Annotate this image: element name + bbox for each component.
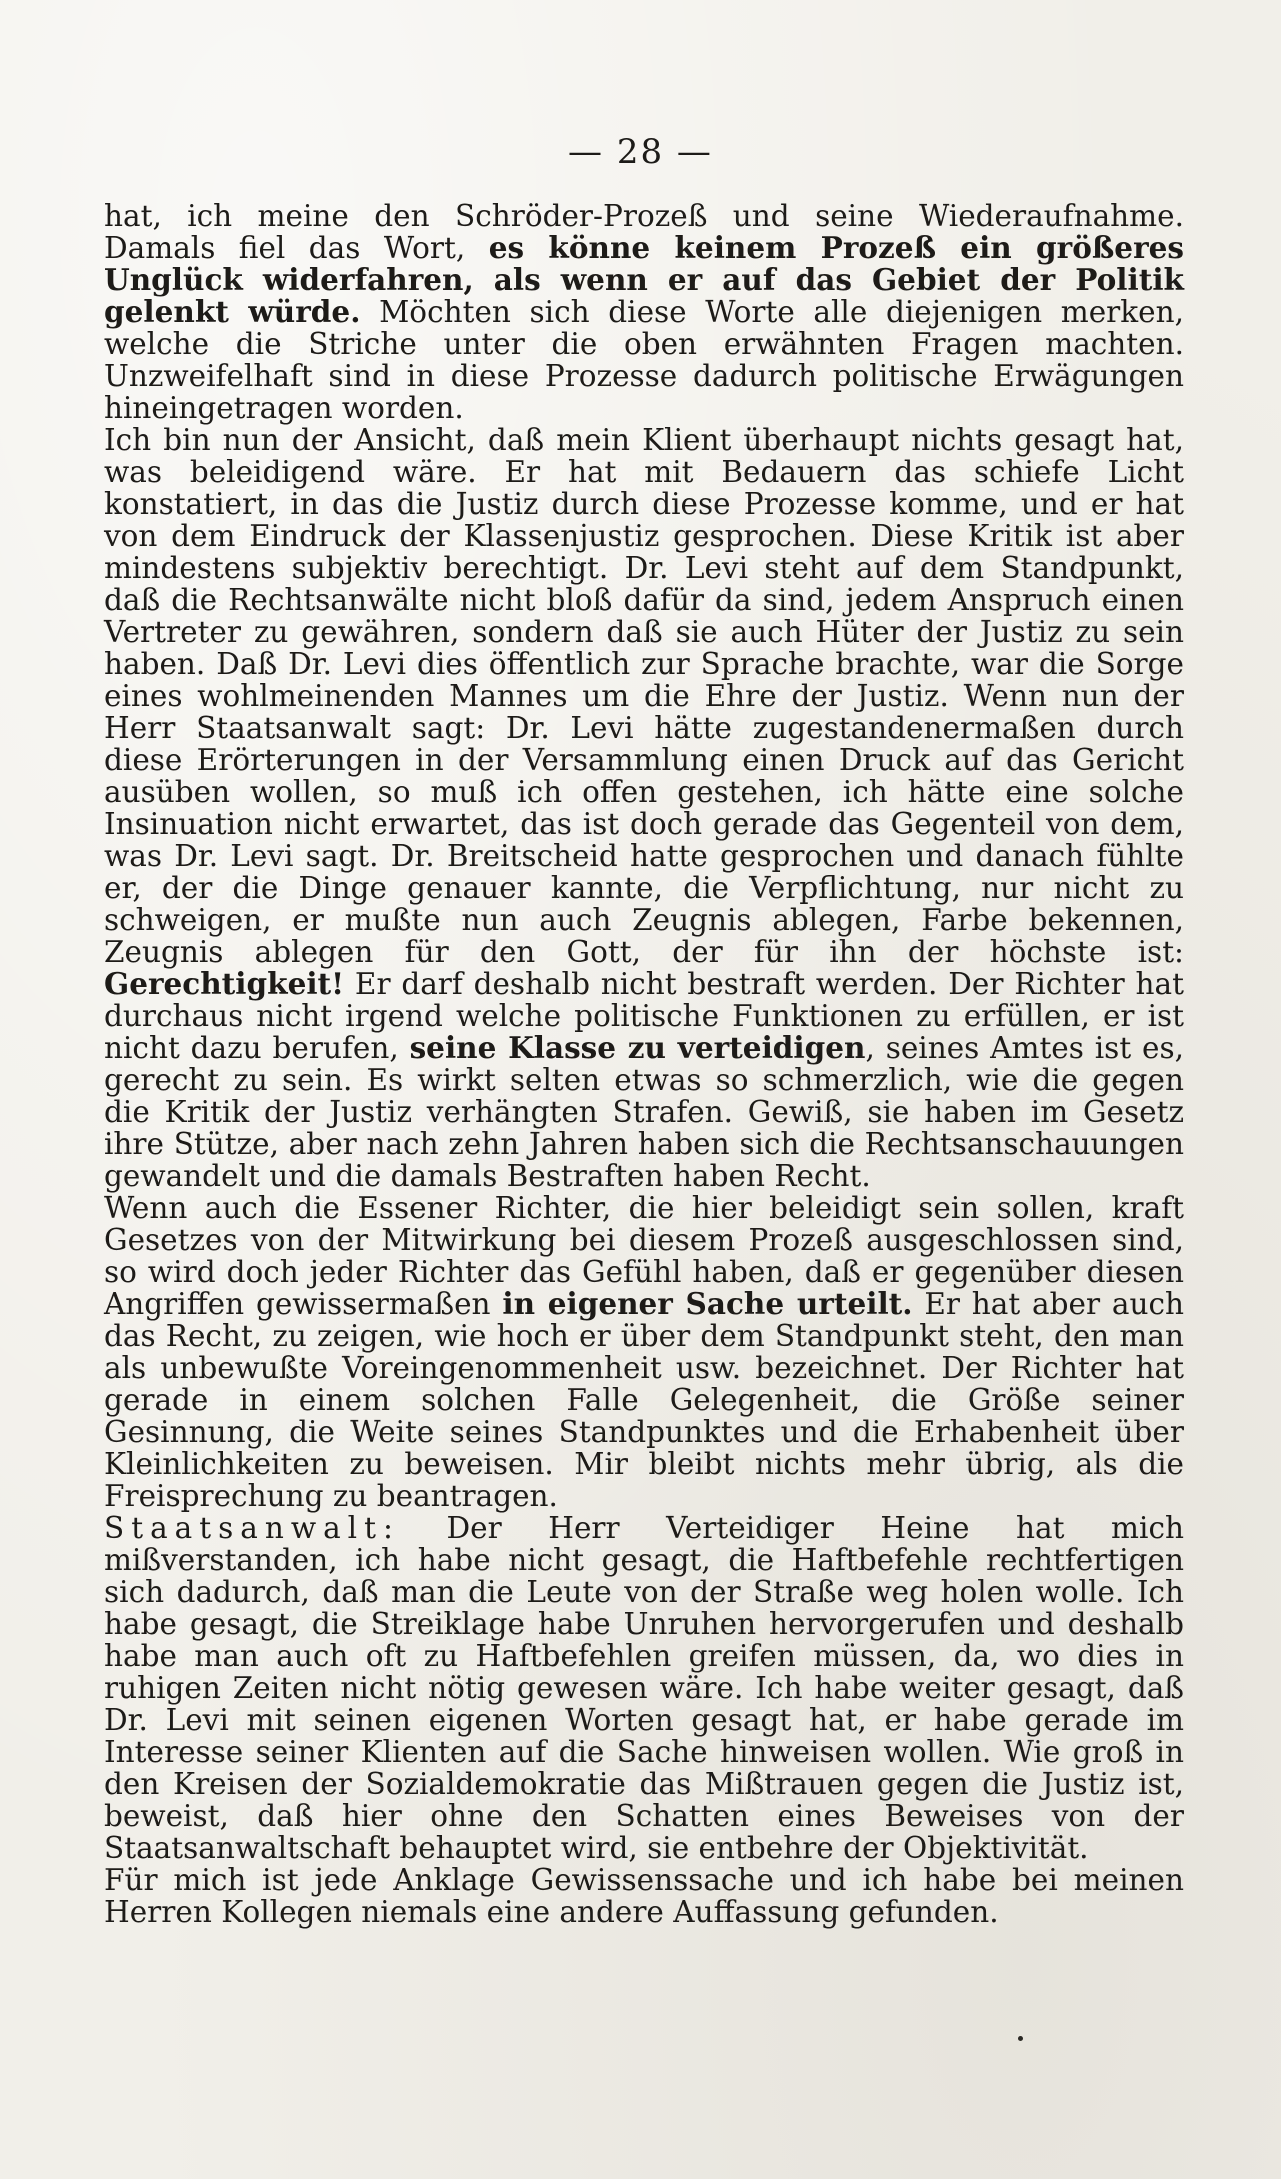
paragraph-3 [104, 1192, 1184, 1512]
paragraph-5-text: Für mich ist jede Anklage Gewissenssache und ich habe bei meinen Herren Kollegen niemals eine andere Auffassung gefunden. [104, 1863, 1184, 1929]
paragraph-1 [104, 200, 1184, 424]
paragraph-1-text-end: Möchten sich diese Worte alle diejenigen merken, welche die Striche unter die oben erwähnten Fragen machten. Unzweifelhaft sind in diese Prozesse dadurch politische Erwägungen hineingetragen worden. [104, 295, 1184, 425]
paragraph-3-text: Wenn auch die Essener Richter, die hier beleidigt sein sollen, kraft Gesetzes von der Mitwirkung bei diesem Prozeß ausgeschlossen sind, so wird doch jeder Richter das Gefühl haben, daß er gegenüber diesen Angriffen gewissermaßen [104, 1191, 1184, 1321]
page-number: — 28 — [568, 132, 713, 172]
paragraph-2-text: Ich bin nun der Ansicht, daß mein Klient überhaupt nichts gesagt hat, was beleidigend wäre. Er hat mit Bedauern das schiefe Licht konstatiert, in das die Justiz durch diese Prozesse komme, und er hat von dem Eindruck der Klassenjustiz gesprochen. Diese Kritik ist aber mindestens subjektiv berechtigt. Dr. Levi steht auf dem Standpunkt, daß die Rechtsanwälte nicht bloß dafür da sind, jedem Anspruch einen Vertreter zu gewähren, sondern daß sie auch Hüter der Justiz zu sein haben. Daß Dr. Levi dies öffentlich zur Sprache brachte, war die Sorge eines wohlmeinenden Mannes um die Ehre der Justiz. Wenn nun der Herr Staatsanwalt sagt: Dr. Levi hätte zugestandenermaßen durch diese Erörterungen in der Versammlung einen Druck auf das Gericht ausüben wollen, so muß ich offen gestehen, ich hätte eine solche Insinuation nicht erwartet, das ist doch gerade das Gegenteil von dem, was Dr. Levi sagt. Dr. Breitscheid hatte gesprochen und danach fühlte er, der die Dinge genauer kannte, die Verpflichtung, nur nicht zu schweigen, er mußte nun auch Zeugnis ablegen, Farbe bekennen, Zeugnis ablegen für den Gott, der für ihn der höchste ist: [104, 423, 1184, 969]
paragraph-2 [104, 424, 1184, 1192]
speaker-label: Staatsanwalt: [104, 1511, 400, 1545]
paragraph-2-emphasis-2: seine Klasse zu verteidigen [409, 1030, 866, 1065]
paragraph-1-text: hat, ich meine den Schröder-Prozeß und seine Wiederaufnahme. Damals fiel das Wort, [104, 199, 1184, 265]
paragraph-4 [104, 1512, 1184, 1864]
paragraph-2-text-end: , seines Amtes ist es, gerecht zu sein. Es wirkt selten etwas so schmerzlich, wie die gegen die Kritik der Justiz verhängten Strafen. Gewiß, sie haben im Gesetz ihre Stütze, aber nach zehn Jahren haben sich die Rechtsanschauungen gewandelt und die damals Bestraften haben Recht. [104, 1031, 1184, 1193]
paragraph-1-emphasis: es könne keinem Prozeß ein größeres Unglück widerfahren, als wenn er auf das Gebiet der Politik gelenkt würde. [104, 230, 1184, 329]
paragraph-5 [104, 1864, 1184, 1928]
body-text [104, 200, 1184, 1928]
paragraph-2-text-mid: Er darf deshalb nicht bestraft werden. Der Richter hat durchaus nicht irgend welche politische Funktionen zu erfüllen, er ist nicht dazu berufen, [104, 967, 1184, 1065]
paragraph-3-text-end: Er hat aber auch das Recht, zu zeigen, wie hoch er über dem Standpunkt steht, den man als unbewußte Voreingenommenheit usw. bezeichnet. Der Richter hat gerade in einem solchen Falle Gelegenheit, die Größe seiner Gesinnung, die Weite seines Standpunktes und die Erhabenheit über Kleinlichkeiten zu beweisen. Mir bleibt nichts mehr übrig, als die Freisprechung zu beantragen. [104, 1287, 1185, 1513]
paragraph-3-emphasis: in eigener Sache urteilt. [502, 1286, 913, 1321]
paragraph-4-text: Der Herr Verteidiger Heine hat mich mißverstanden, ich habe nicht gesagt, die Haftbefehle rechtfertigen sich dadurch, daß man die Leute von der Straße weg holen wolle. Ich habe gesagt, die Streiklage habe Unruhen hervorgerufen und deshalb habe man auch oft zu Haftbefehlen greifen müssen, da, wo dies in ruhigen Zeiten nicht nötig gewesen wäre. Ich habe weiter gesagt, daß Dr. Levi mit seinen eigenen Worten gesagt hat, er habe gerade im Interesse seiner Klienten auf die Sache hinweisen wollen. Wie groß in den Kreisen der Sozialdemokratie das Mißtrauen gegen die Justiz ist, beweist, daß hier ohne den Schatten eines Beweises von der Staatsanwaltschaft behauptet wird, sie entbehre der Objektivität. [104, 1511, 1184, 1865]
ink-dot [1018, 2036, 1023, 2041]
paragraph-2-emphasis: Gerechtigkeit! [104, 966, 345, 1001]
